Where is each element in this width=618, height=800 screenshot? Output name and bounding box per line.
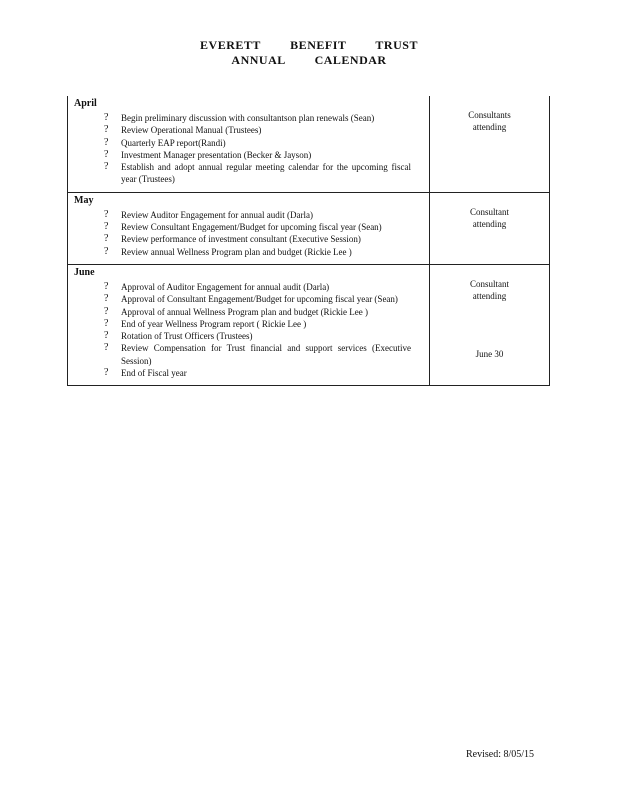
agenda-item	[68, 293, 429, 305]
bullet-icon: ?	[104, 136, 109, 148]
bullet-icon: ?	[104, 367, 109, 379]
agenda-item-text: Investment Manager presentation (Becker & Jayson)	[121, 149, 312, 160]
agenda-item	[68, 124, 429, 136]
bullet-icon: ?	[104, 161, 109, 173]
month-cell	[68, 264, 430, 385]
agenda-item-text: Begin preliminary discussion with consultantson plan renewals (Sean)	[121, 113, 375, 123]
bullet-icon: ?	[104, 280, 109, 292]
agenda-item-text: Quarterly EAP report(Randi)	[121, 137, 226, 148]
attendance-note: Consultant attending	[469, 278, 509, 302]
month-cell	[68, 192, 430, 264]
agenda-item	[68, 318, 429, 330]
agenda-item	[68, 306, 429, 318]
bullet-icon: ?	[104, 208, 109, 220]
agenda-item-text: Approval of Auditor Engagement for annual audit (Darla)	[121, 281, 330, 292]
agenda-item-text: Approval of Consultant Engagement/Budget for upcoming fiscal year (Sean)	[121, 294, 398, 305]
bullet-icon: ?	[104, 221, 109, 233]
agenda-item-text: Review Operational Manual (Trustees)	[121, 125, 262, 136]
agenda-item-text: End of year Wellness Program report ( Rickie Lee )	[121, 318, 307, 329]
bullet-icon: ?	[104, 342, 109, 354]
agenda-item	[68, 112, 429, 124]
document-title-line1: EVERETT BENEFIT TRUST	[200, 38, 418, 52]
agenda-item	[68, 367, 429, 379]
agenda-item-text: Review performance of investment consultant (Executive Session)	[121, 234, 361, 245]
bullet-icon: ?	[104, 330, 109, 342]
agenda-item	[68, 233, 429, 245]
agenda-item-text: Rotation of Trust Officers (Trustees)	[121, 331, 253, 342]
agenda-item	[68, 281, 429, 293]
bullet-icon: ?	[104, 112, 109, 123]
agenda-item	[68, 161, 429, 186]
agenda-list	[68, 112, 429, 186]
agenda-item	[68, 342, 429, 367]
month-cell	[68, 96, 430, 192]
revised-date: Revised: 8/05/15	[466, 749, 535, 760]
month-row-june	[68, 264, 550, 385]
agenda-item-text: Approval of annual Wellness Program plan and budget (Rickie Lee )	[121, 306, 369, 317]
agenda-item	[68, 137, 429, 149]
month-label: May	[74, 194, 94, 206]
agenda-item	[68, 209, 429, 221]
agenda-list	[68, 209, 429, 258]
month-row-april	[68, 96, 550, 192]
attendance-note: Consultants attending	[468, 110, 511, 133]
bullet-icon: ?	[104, 148, 109, 160]
agenda-item-text: Review Auditor Engagement for annual audit (Darla)	[121, 209, 313, 220]
bullet-icon: ?	[104, 317, 109, 329]
agenda-list	[68, 281, 429, 379]
notes-cell	[430, 96, 550, 192]
agenda-item	[68, 246, 429, 258]
fiscal-year-end-note: June 30	[475, 348, 504, 359]
agenda-item	[68, 221, 429, 233]
bullet-icon: ?	[104, 293, 109, 305]
agenda-item-text: End of Fiscal year	[121, 368, 187, 379]
bullet-icon: ?	[104, 245, 109, 257]
month-row-may	[68, 192, 550, 264]
attendance-note: Consultant attending	[469, 206, 509, 230]
notes-cell	[430, 264, 550, 385]
bullet-icon: ?	[104, 233, 109, 245]
agenda-item-text: Review Consultant Engagement/Budget for upcoming fiscal year (Sean)	[121, 222, 382, 233]
bullet-icon: ?	[104, 124, 109, 136]
agenda-item-text: Review annual Wellness Program plan and budget (Rickie Lee )	[121, 246, 352, 257]
month-label: April	[74, 98, 97, 109]
agenda-item-text: Establish and adopt annual regular meeting calendar for the upcoming fiscal year (Trustees)	[121, 162, 411, 185]
bullet-icon: ?	[104, 305, 109, 317]
agenda-item	[68, 330, 429, 342]
notes-cell	[430, 192, 550, 264]
calendar-table	[67, 96, 550, 386]
document-title-line2: ANNUAL CALENDAR	[231, 53, 387, 67]
month-label: June	[74, 266, 95, 278]
agenda-item-text: Review Compensation for Trust financial and support services (Executive Session)	[121, 343, 411, 366]
agenda-item	[68, 149, 429, 161]
